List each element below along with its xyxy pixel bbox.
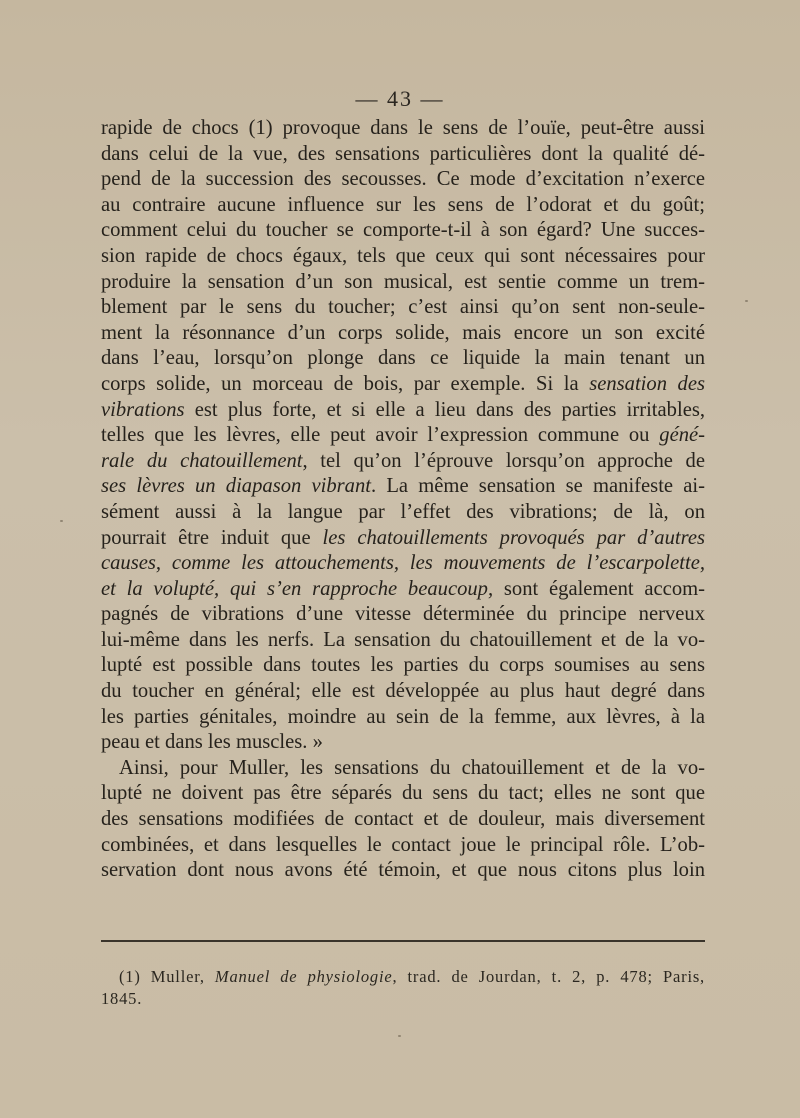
text-line: lupté est possible dans toutes les parties du corps soumises au sens [101, 654, 705, 677]
text-line: combinées, et dans lesquelles le contact joue le principal rôle. L’ob- [101, 833, 705, 856]
text-line: pagnés de vibrations d’une vitesse déterminée du principe nerveux [101, 603, 705, 626]
text-line: vibrations est plus forte, et si elle a lieu dans des parties irritables, [101, 398, 705, 421]
text-line: du toucher en général; elle est développée au plus haut degré dans [101, 680, 705, 703]
text-line: lui-même dans les nerfs. La sensation du chatouillement et de la vo- [101, 628, 705, 651]
footnote-line: (1) Muller, Manuel de physiologie, trad. de Jourdan, t. 2, p. 478; Paris, [119, 967, 705, 986]
text-line: ses lèvres un diapason vibrant. La même sensation se manifeste ai- [101, 475, 705, 498]
footnote [101, 966, 705, 1010]
paper-speck [398, 1035, 401, 1037]
text-line: sion rapide de chocs égaux, tels que ceux qui sont nécessaires pour [101, 244, 705, 267]
text-line: produire la sensation d’un son musical, est sentie comme un trem- [101, 270, 705, 293]
text-line: corps solide, un morceau de bois, par exemple. Si la sensation des [101, 372, 705, 395]
footnote-separator [101, 940, 705, 942]
body-text [101, 116, 705, 884]
paper-speck [60, 520, 63, 522]
text-line: servation dont nous avons été témoin, et que nous citons plus loin [101, 859, 705, 882]
text-line: sément aussi à la langue par l’effet des vibrations; de là, on [101, 500, 705, 523]
text-line: rale du chatouillement, tel qu’on l’éprouve lorsqu’on approche de [101, 449, 705, 472]
text-line: pend de la succession des secousses. Ce mode d’excitation n’exerce [101, 168, 705, 191]
text-line: comment celui du toucher se comporte-t-il à son égard? Une succes- [101, 219, 705, 242]
text-line: les parties génitales, moindre au sein de la femme, aux lèvres, à la [101, 705, 705, 728]
text-line: peau et dans les muscles. » [101, 731, 323, 754]
text-line: des sensations modifiées de contact et de douleur, mais diversement [101, 808, 705, 831]
footnote-line: 1845. [101, 989, 143, 1008]
text-line: lupté ne doivent pas être séparés du sens du tact; elles ne sont que [101, 782, 705, 805]
text-line: et la volupté, qui s’en rapproche beaucoup, sont également accom- [101, 577, 705, 600]
text-line: telles que les lèvres, elle peut avoir l’expression commune ou géné- [101, 424, 705, 447]
text-line: dans celui de la vue, des sensations particulières dont la qualité dé- [101, 142, 705, 165]
text-line: blement par le sens du toucher; c’est ainsi qu’on sent non-seule- [101, 296, 705, 319]
text-line: au contraire aucune influence sur les sens de l’odorat et du goût; [101, 193, 705, 216]
text-line: dans l’eau, lorsqu’on plonge dans ce liquide la main tenant un [101, 347, 705, 370]
page-number-header: — 43 — [355, 86, 445, 111]
text-line: rapide de chocs (1) provoque dans le sens de l’ouïe, peut-être aussi [101, 117, 705, 139]
text-line: Ainsi, pour Muller, les sensations du chatouillement et de la vo- [119, 756, 705, 779]
text-line: ment la résonnance d’un corps solide, mais encore un son excité [101, 321, 705, 344]
text-line: causes, comme les attouchements, les mouvements de l’escarpolette, [101, 552, 705, 575]
paper-speck [745, 300, 748, 302]
text-line: pourrait être induit que les chatouillements provoqués par d’autres [101, 526, 705, 549]
